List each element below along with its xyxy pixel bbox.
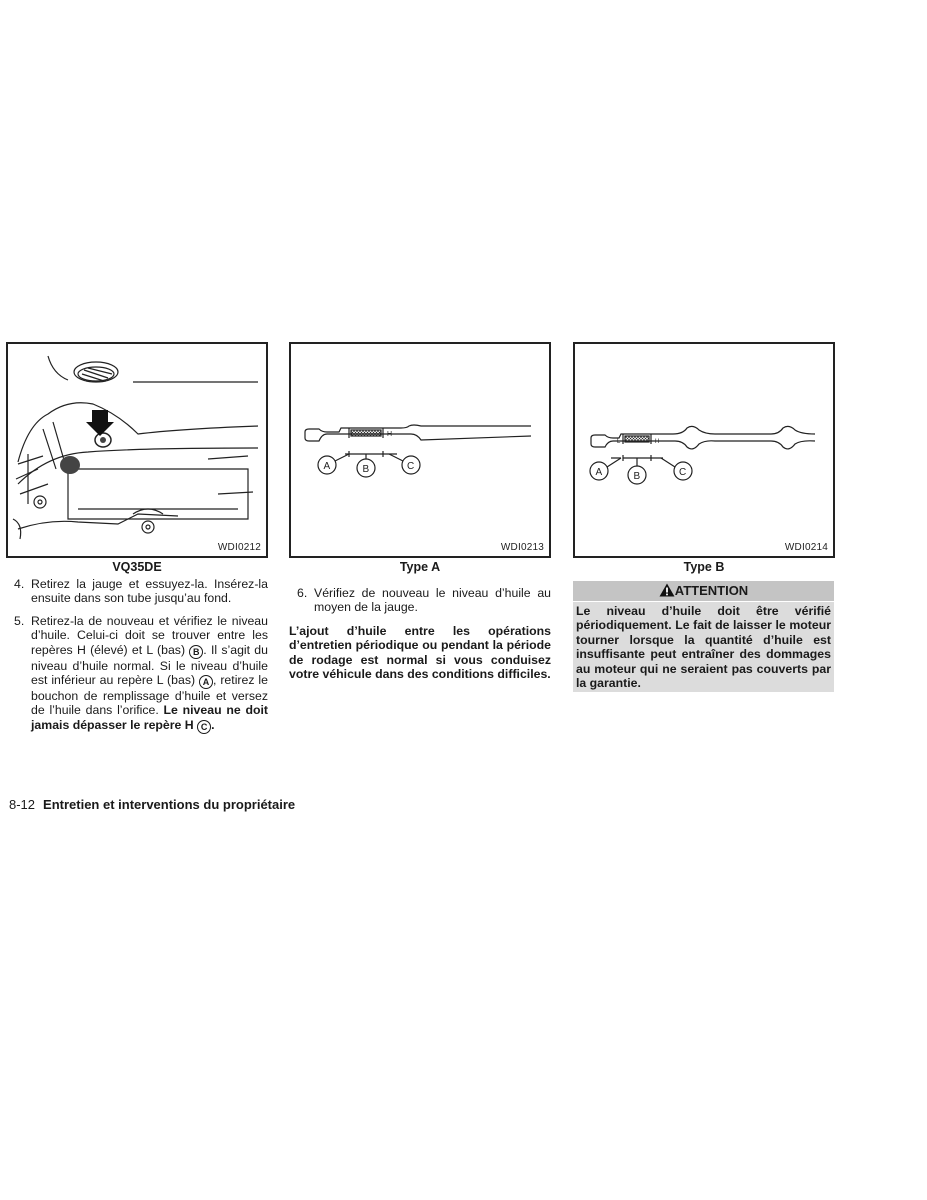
note-paragraph: L’ajout d’huile entre les opérations d’entretien périodique ou pendant la période de rodage est normal si vous conduisez votre véhicule dans des conditions difficiles. (289, 624, 551, 682)
figure-dipstick-type-b (573, 342, 835, 558)
figure-code: WDI0213 (500, 542, 544, 553)
svg-text:H: H (655, 439, 660, 445)
step-number: 5. (14, 613, 25, 628)
label-a: A (595, 467, 603, 478)
warning-text: Le niveau d’huile doit être vérifié périodiquement. Le fait de laisser le moteur tourner lorsque la quantité d’huile est insuffisante peut entraîner des dommages au moteur qui ne seraient pas couverts par la garantie. (573, 602, 834, 692)
page-number: 8-12 (9, 797, 36, 812)
label-a: A (323, 461, 331, 472)
figure-code: WDI0212 (217, 542, 261, 553)
label-b: B (362, 464, 370, 475)
step-number: 6. (297, 586, 308, 600)
figure-engine (6, 342, 268, 558)
column-middle (297, 586, 551, 623)
step-warning-text: Le niveau ne doit jamais dépasser le repère H (31, 703, 268, 732)
figure-caption-type-a: Type A (399, 560, 441, 574)
step-6 (297, 586, 551, 615)
step-text-part1: Retirez-la de nouveau et vérifiez le niveau d’huile. Celui-ci doit se trouver entre les repères H (élevé) et L (bas) (31, 613, 268, 657)
marker-a-icon: A (199, 675, 213, 689)
step-text-part2: . Il s’agit du niveau d’huile normal. Si le niveau d’huile est inférieur au repère L (bas) (31, 642, 268, 688)
svg-text:L: L (617, 439, 621, 445)
dipstick-type-a-illustration (291, 344, 549, 556)
dipstick-type-b-illustration (575, 344, 833, 556)
step-text-part3: , retirez le bouchon de remplissage d’huile et versez de l’huile dans l’orifice. (31, 673, 268, 718)
figure-code: WDI0214 (784, 542, 828, 553)
label-c: C (679, 467, 687, 478)
arrow-icon (86, 410, 114, 436)
figure-caption-type-b: Type B (683, 560, 725, 574)
step-number: 4. (14, 577, 25, 591)
figure-caption-engine: VQ35DE (112, 560, 162, 574)
step-text: Retirez la jauge et essuyez-la. Insérez-la ensuite dans son tube jusqu’au fond. (31, 577, 268, 606)
column-left (14, 577, 268, 742)
figure-dipstick-type-a (289, 342, 551, 558)
step-end: . (211, 717, 215, 732)
warning-triangle-icon (659, 583, 675, 597)
marker-c-icon: C (197, 720, 211, 734)
svg-text:H: H (387, 431, 393, 438)
label-b: B (633, 471, 641, 482)
step-text: Vérifiez de nouveau le niveau d’huile au moyen de la jauge. (314, 586, 551, 615)
warning-header (573, 581, 834, 601)
marker-b-icon: B (189, 645, 203, 659)
label-c: C (407, 461, 415, 472)
chapter-title: Entretien et interventions du propriétaire (43, 797, 296, 812)
step-5 (14, 614, 268, 734)
page-footer (9, 797, 295, 812)
warning-title: ATTENTION (674, 583, 749, 598)
step-4 (14, 577, 268, 606)
engine-illustration (8, 344, 266, 556)
